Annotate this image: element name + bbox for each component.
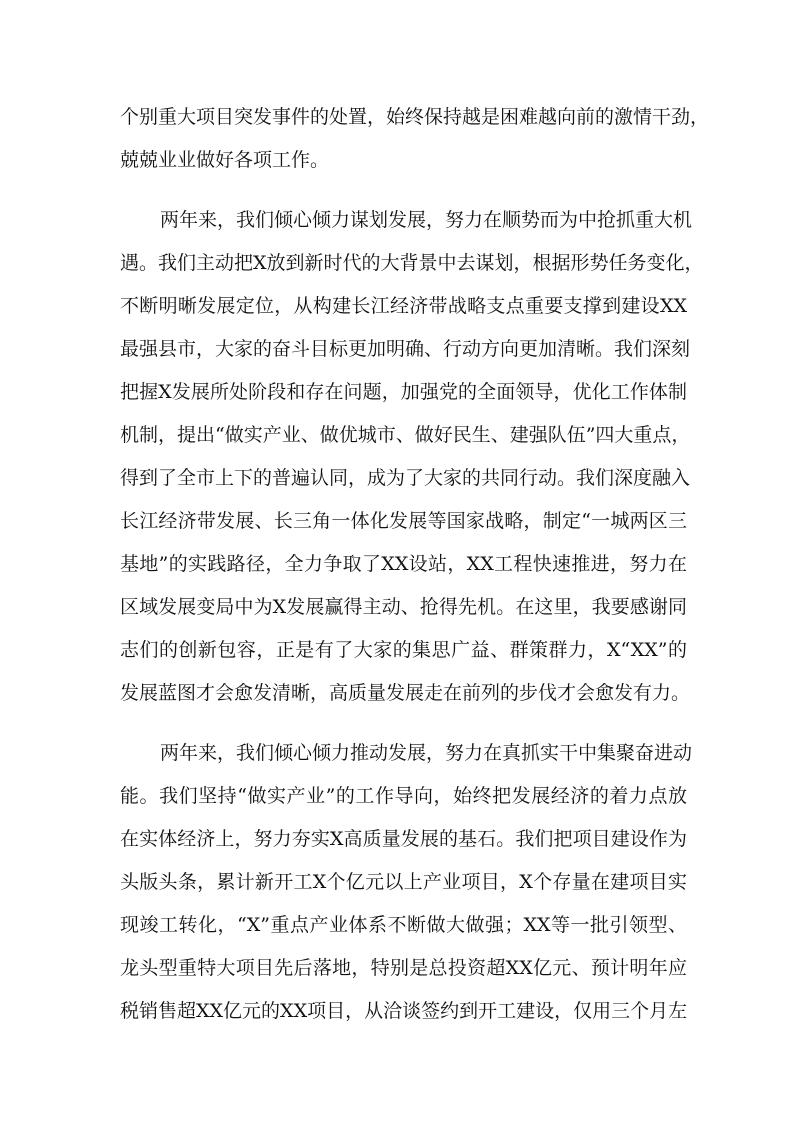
text-line: 兢兢业业做好各项工作。 (120, 149, 330, 171)
text-line: 机制，提出“做实产业、做优城市、做好民生、建强队伍”四大重点， (120, 424, 691, 446)
text-line: 得到了全市上下的普遍认同，成为了大家的共同行动。我们深度融入 (120, 467, 691, 489)
text-line: 龙头型重特大项目先后落地，特别是总投资超XX亿元、预计明年应 (120, 957, 687, 979)
text-line: 能。我们坚持“做实产业”的工作导向，始终把发展经济的着力点放 (120, 785, 687, 807)
text-line: 现竣工转化，“X”重点产业体系不断做大做强；XX等一批引领型、 (120, 914, 687, 936)
text-line: 在实体经济上，努力夯实X高质量发展的基石。我们把项目建设作为 (120, 828, 687, 850)
text-line: 税销售超XX亿元的XX项目，从洽谈签约到开工建设，仅用三个月左 (120, 1000, 688, 1022)
text-line: 遇。我们主动把X放到新时代的大背景中去谋划，根据形势任务变化， (120, 252, 704, 274)
text-line: 发展蓝图才会愈发清晰，高质量发展走在前列的步伐才会愈发有力。 (120, 682, 691, 704)
text-line: 最强县市，大家的奋斗目标更加明确、行动方向更加清晰。我们深刻 (120, 338, 691, 360)
text-line: 两年来，我们倾心倾力谋划发展，努力在顺势而为中抢抓重大机 (160, 209, 693, 231)
text-line: 两年来，我们倾心倾力推动发展，努力在真抓实干中集聚奋进动 (160, 742, 693, 764)
text-line: 把握X发展所处阶段和存在问题，加强党的全面领导，优化工作体制 (120, 381, 687, 403)
text-line: 个别重大项目突发事件的处置，始终保持越是困难越向前的激情干劲， (120, 106, 710, 128)
text-line: 头版头条，累计新开工X个亿元以上产业项目，X个存量在建项目实 (120, 871, 687, 893)
text-line: 志们的创新包容，正是有了大家的集思广益、群策群力，X“XX”的 (120, 639, 687, 661)
text-line: 不断明晰发展定位，从构建长江经济带战略支点重要支撑到建设XX (120, 295, 687, 317)
text-line: 基地”的实践路径，全力争取了XX设站，XX工程快速推进，努力在 (120, 553, 687, 575)
text-line: 区域发展变局中为X发展赢得主动、抢得先机。在这里，我要感谢同 (120, 596, 687, 618)
text-line: 长江经济带发展、长三角一体化发展等国家战略，制定“一城两区三 (120, 510, 687, 532)
